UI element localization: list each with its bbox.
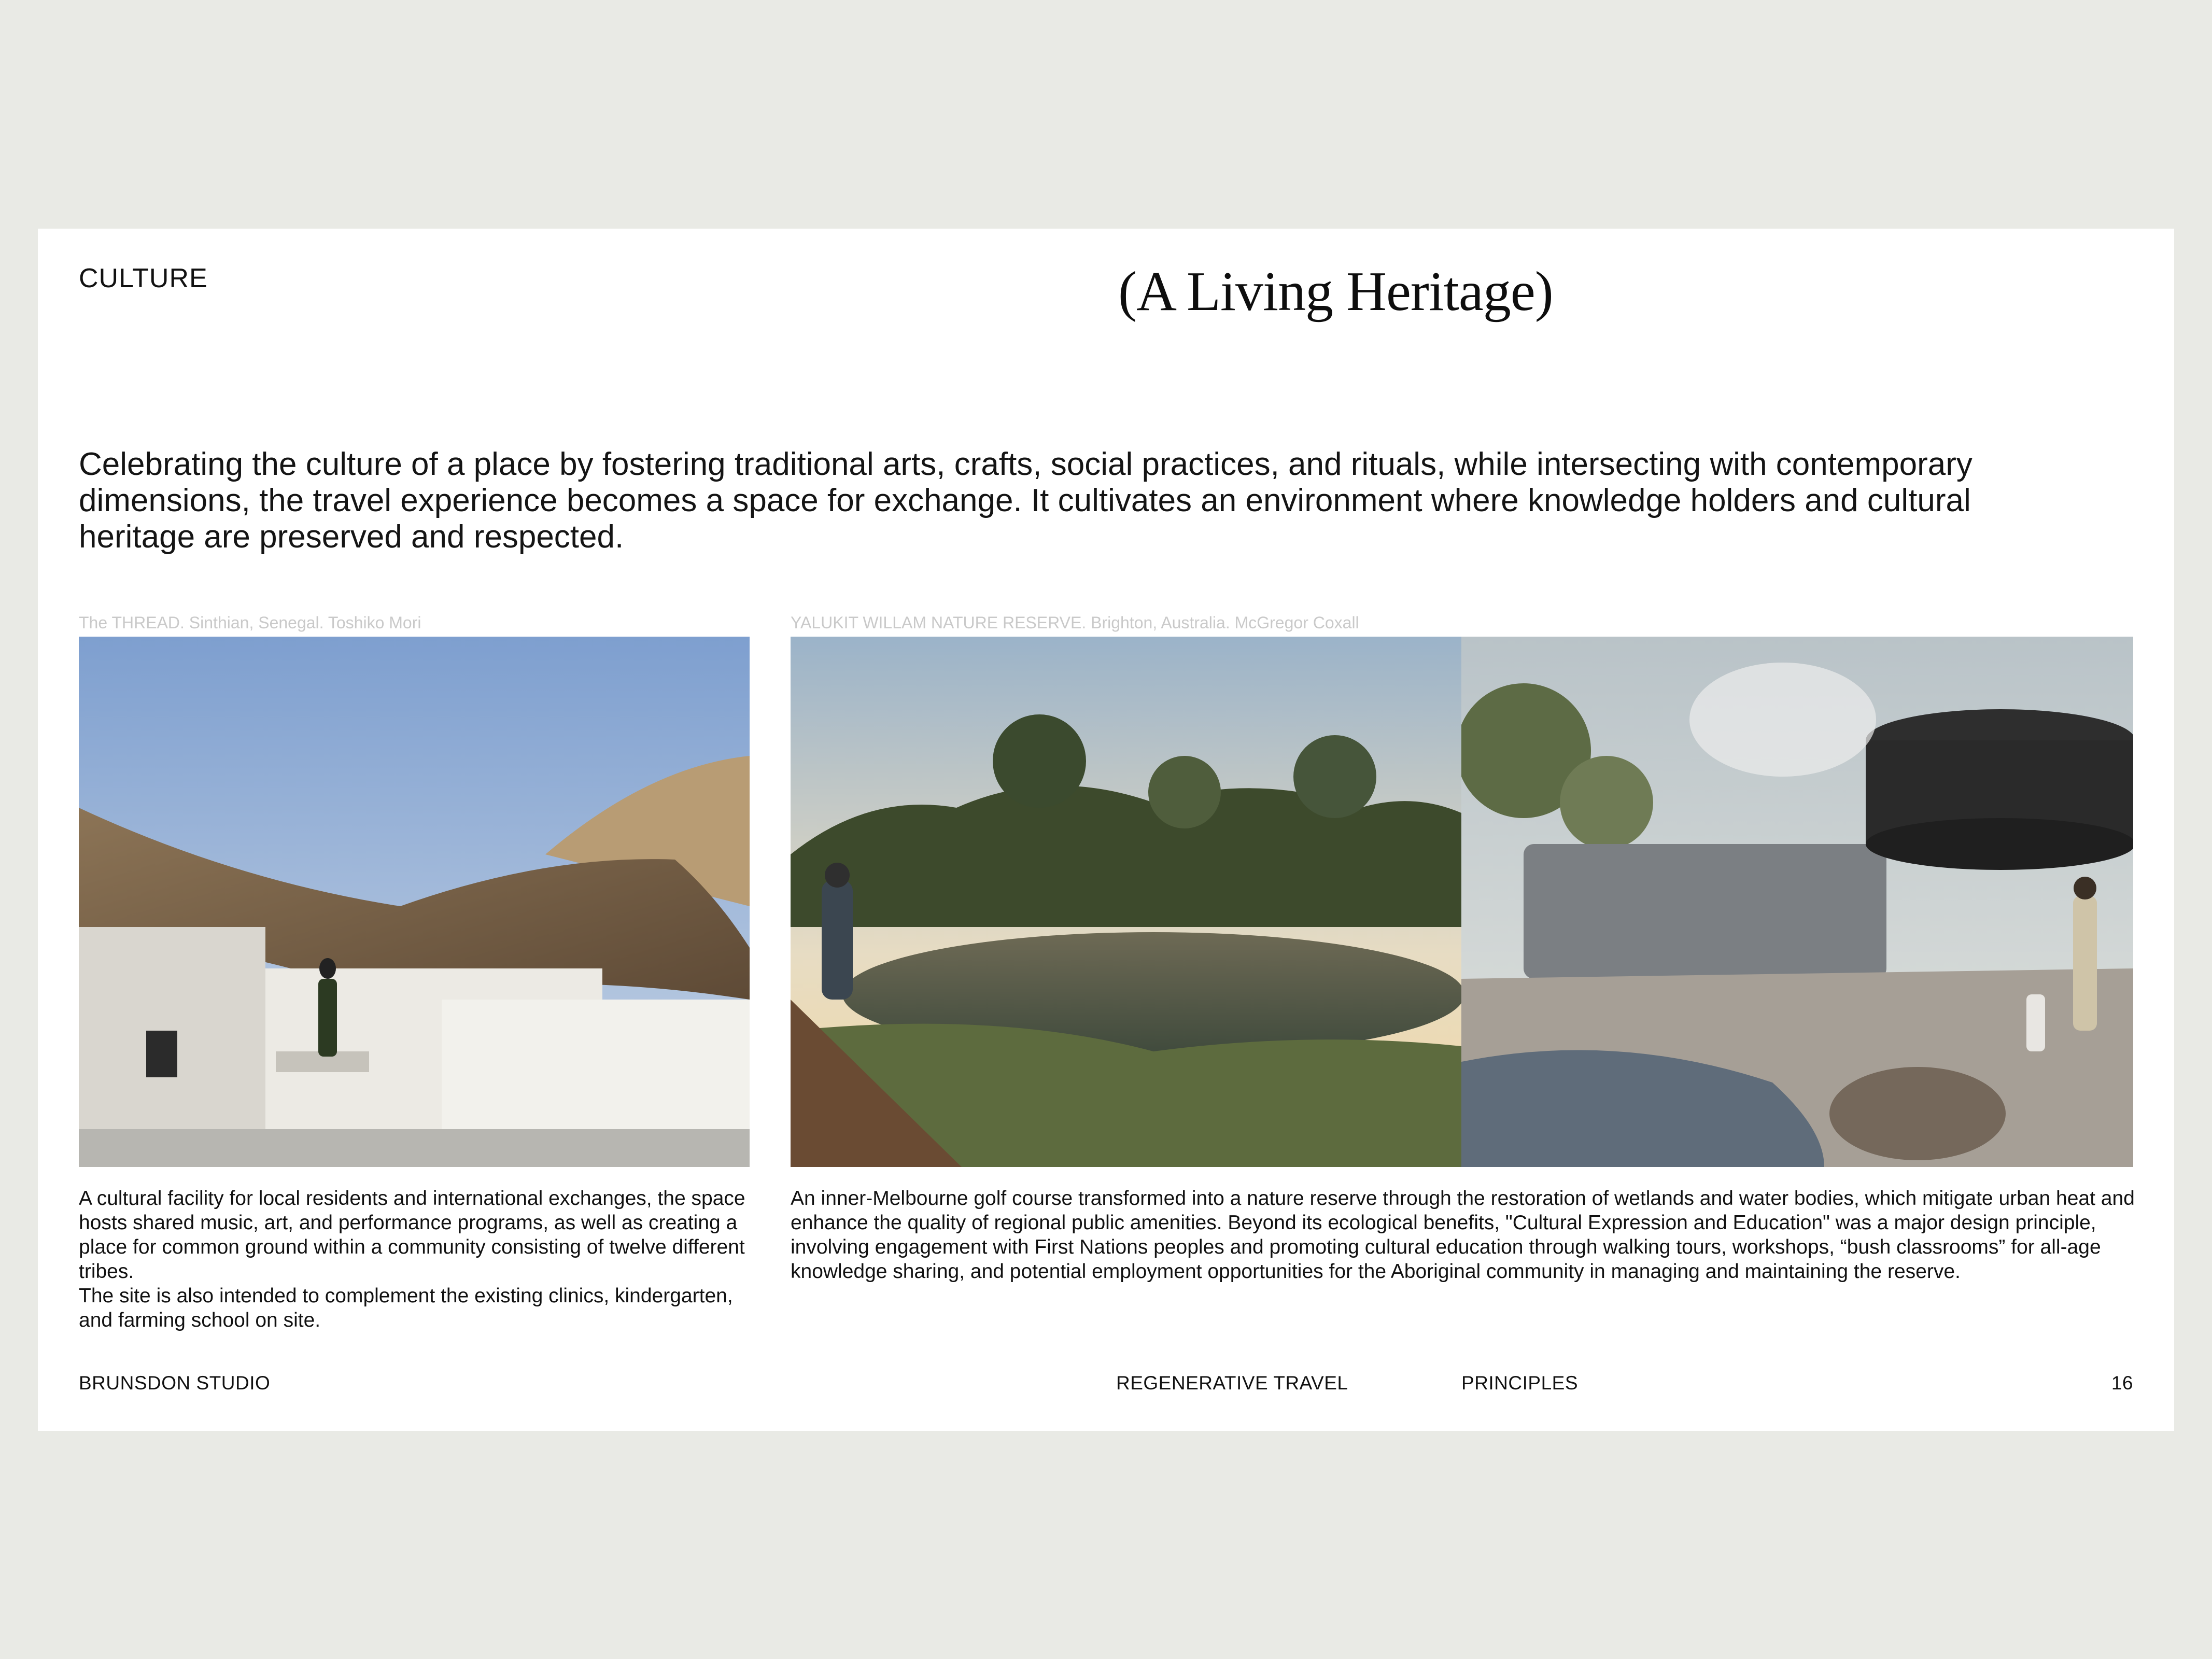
footer-studio: BRUNSDON STUDIO	[79, 1372, 271, 1394]
thread-caption-line-1: A cultural facility for local residents and international exchanges, the space hosts shared music, art, and performance programs, as well as creating a place for common ground within a community consisting of twelve different tribes.	[79, 1187, 745, 1283]
thread-caption-line-2: The site is also intended to complement the existing clinics, kindergarten, and farming school on site.	[79, 1285, 733, 1331]
yalukit-caption: An inner-Melbourne golf course transformed into a nature reserve through the restoration of wetlands and water bodies, which mitigate urban heat and enhance the quality of regional public amenities. Beyond its ecological benefits, "Cultural Expression and Education" was a major design principle, involving engagement with First Nations peoples and promoting cultural education through walking tours, workshops, “bush classrooms” for all-age knowledge sharing, and potential employment opportunities for the Aboriginal community in managing and maintaining the reserve.	[791, 1187, 2135, 1283]
photo-credit-thread: The THREAD. Sinthian, Senegal. Toshiko Mori	[79, 613, 421, 632]
photo-credit-yalukit: YALUKIT WILLAM NATURE RESERVE. Brighton, Australia. McGregor Coxall	[791, 613, 1359, 632]
thread-photo	[79, 637, 750, 1167]
footer-chapter: PRINCIPLES	[1461, 1372, 1579, 1394]
page-number: 16	[2111, 1372, 2133, 1394]
yalukit-wetland-photo	[791, 637, 1461, 1167]
page-title: (A Living Heritage)	[1118, 261, 1553, 322]
footer-publication: REGENERATIVE TRAVEL	[1116, 1372, 1348, 1394]
thread-caption	[79, 1186, 763, 1332]
yalukit-pavilion-photo	[1461, 637, 2133, 1167]
section-label: CULTURE	[79, 263, 208, 293]
document-page	[38, 229, 2174, 1431]
intro-paragraph: Celebrating the culture of a place by fostering traditional arts, crafts, social practices, and rituals, while intersecting with contemporary dimensions, the travel experience becomes a space for exchange. It cultivates an environment where knowledge holders and cultural heritage are preserved and respected.	[79, 446, 1973, 555]
